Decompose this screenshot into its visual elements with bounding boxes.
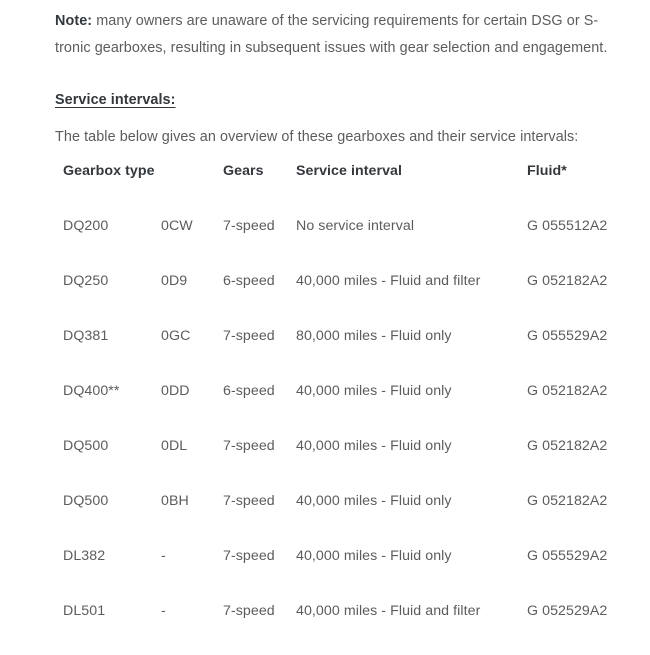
column-header-fluid: Fluid* <box>527 163 567 179</box>
note-label: Note: <box>55 13 93 29</box>
table-cell-type: DQ200 <box>63 218 109 234</box>
table-cell-fluid: G 055529A2 <box>527 548 608 564</box>
table-row <box>63 435 635 490</box>
table-cell-gears: 6-speed <box>223 383 275 399</box>
table-cell-type: DQ381 <box>63 328 109 344</box>
table-cell-type: DL501 <box>63 603 106 619</box>
table-cell-code: 0CW <box>161 218 193 234</box>
column-header-gears: Gears <box>223 163 264 179</box>
table-cell-type: DQ500 <box>63 438 109 454</box>
table-cell-interval: 40,000 miles - Fluid only <box>296 438 452 454</box>
note-paragraph <box>55 0 631 62</box>
table-body <box>63 215 635 655</box>
table-cell-code: 0DD <box>161 383 190 399</box>
table-cell-code: - <box>161 548 166 564</box>
table-cell-gears: 7-speed <box>223 218 275 234</box>
column-header-gearbox-type: Gearbox type <box>63 163 155 179</box>
section-heading-service-intervals: Service intervals: <box>55 92 176 108</box>
table-row <box>63 380 635 435</box>
table-cell-fluid: G 052182A2 <box>527 383 608 399</box>
table-cell-code: 0DL <box>161 438 188 454</box>
table-cell-interval: No service interval <box>296 218 415 234</box>
table-cell-fluid: G 052182A2 <box>527 493 608 509</box>
table-cell-type: DQ500 <box>63 493 109 509</box>
table-row <box>63 545 635 600</box>
table-row <box>63 325 635 380</box>
table-header <box>63 160 635 215</box>
table-cell-interval: 40,000 miles - Fluid only <box>296 383 452 399</box>
note-text: many owners are unaware of the servicing requirements for certain DSG or S-tronic gearboxes, resulting in subsequent issues with gear selection and engagement. <box>55 13 608 56</box>
table-row <box>63 490 635 545</box>
table-cell-gears: 6-speed <box>223 273 275 289</box>
table-cell-gears: 7-speed <box>223 603 275 619</box>
table-cell-interval: 40,000 miles - Fluid and filter <box>296 273 481 289</box>
table-cell-fluid: G 055529A2 <box>527 328 608 344</box>
table-cell-fluid: G 052182A2 <box>527 438 608 454</box>
table-cell-fluid: G 052529A2 <box>527 603 608 619</box>
column-header-service-interval: Service interval <box>296 163 403 179</box>
table-row <box>63 270 635 325</box>
table-cell-interval: 40,000 miles - Fluid only <box>296 548 452 564</box>
table-cell-code: 0GC <box>161 328 191 344</box>
table-row <box>63 215 635 270</box>
table-cell-fluid: G 052182A2 <box>527 273 608 289</box>
table-cell-interval: 40,000 miles - Fluid and filter <box>296 603 481 619</box>
table-cell-fluid: G 055512A2 <box>527 218 608 234</box>
table-cell-code: 0BH <box>161 493 189 509</box>
table-row <box>63 600 635 655</box>
table-header-row <box>63 160 635 215</box>
table-cell-interval: 80,000 miles - Fluid only <box>296 328 452 344</box>
table-cell-code: 0D9 <box>161 273 188 289</box>
table-cell-type: DL382 <box>63 548 106 564</box>
table-cell-gears: 7-speed <box>223 328 275 344</box>
table-cell-gears: 7-speed <box>223 438 275 454</box>
gearbox-service-interval-table <box>63 160 635 655</box>
table-cell-type: DQ250 <box>63 273 109 289</box>
table-cell-gears: 7-speed <box>223 548 275 564</box>
column-header-gearbox-code <box>161 160 223 215</box>
table-cell-interval: 40,000 miles - Fluid only <box>296 493 452 509</box>
table-cell-type: DQ400** <box>63 383 120 399</box>
document-content <box>55 0 635 619</box>
table-cell-code: - <box>161 603 166 619</box>
table-intro-paragraph: The table below gives an overview of these gearboxes and their service intervals: <box>55 129 579 145</box>
table-cell-gears: 7-speed <box>223 493 275 509</box>
